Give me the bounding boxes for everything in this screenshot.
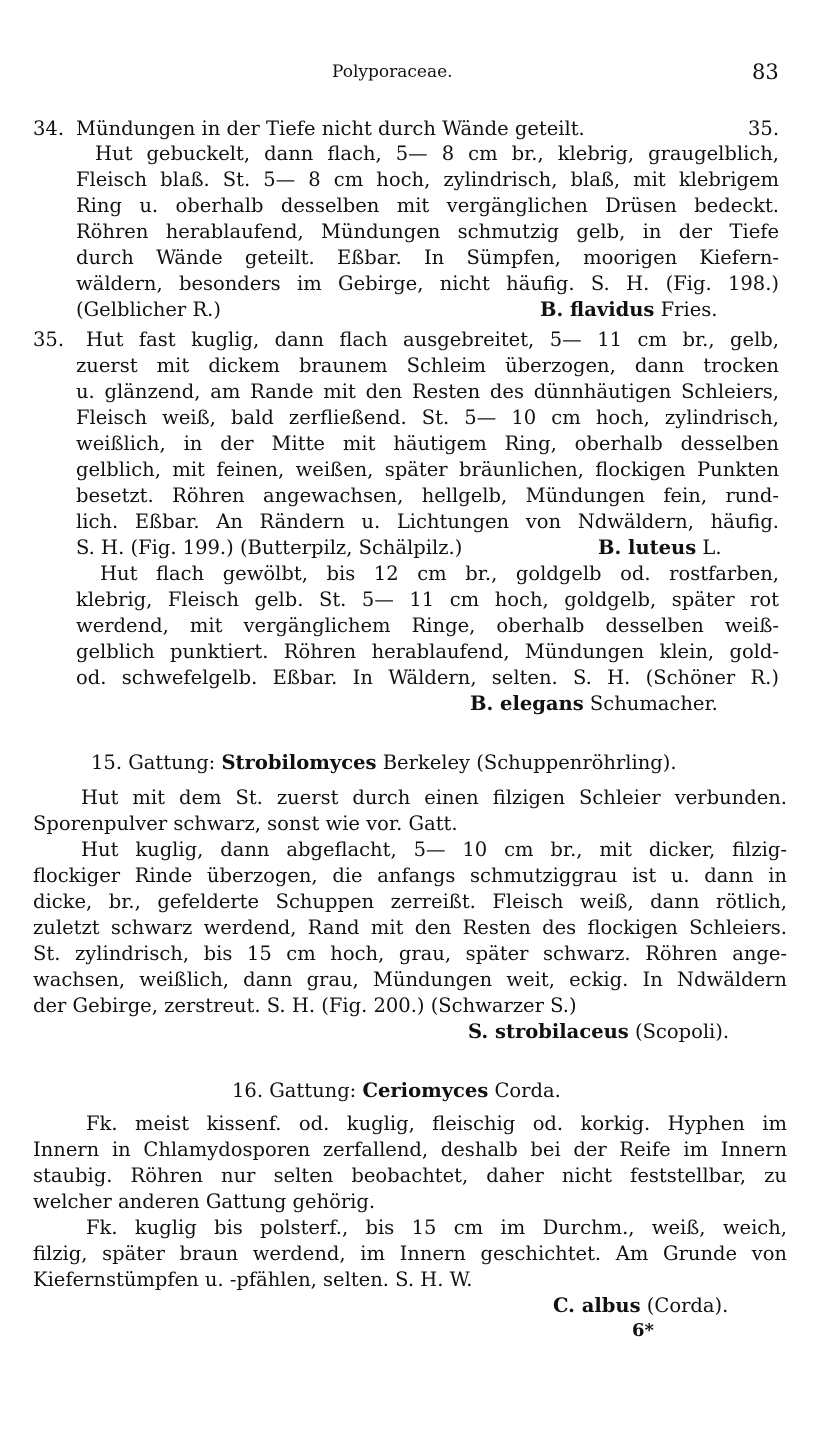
genus-suffix: Berkeley (Schuppenröhrling). [376,751,677,774]
text-line: lich. Eßbar. An Rändern u. Lichtungen von Ndwäldern, häufig. [76,510,779,533]
text-line: zuerst mit dickem braunem Schleim überzogen, dann trocken [76,354,779,377]
species-binomial: B. luteus [598,536,697,559]
text-line: Hut gebuckelt, dann flach, 5— 8 cm br., klebrig, graugelblich, [95,142,779,165]
genus-suffix: Corda. [488,1079,561,1102]
text-line: Fleisch weiß, bald zerfließend. St. 5— 10 cm hoch, zylindrisch, [76,406,779,429]
common-name: (Gelblicher R.) [76,298,221,321]
text-line: klebrig, Fleisch gelb. St. 5— 11 cm hoch, goldgelb, später rot [76,588,779,611]
genus-heading [91,750,677,775]
text-line: Sporenpulver schwarz, sonst wie vor. Gatt. [33,812,458,835]
species-author: (Corda). [646,1294,729,1317]
entry-34-first-line: Mündungen in der Tiefe nicht durch Wände geteilt. [76,117,585,140]
text-line: staubig. Röhren nur selten beobachtet, daher nicht feststellbar, zu [33,1164,787,1187]
text-line: Fleisch blaß. St. 5— 8 cm hoch, zylindrisch, blaß, mit klebrigem [76,168,779,191]
text-line: St. zylindrisch, bis 15 cm hoch, grau, später schwarz. Röhren ange- [33,942,787,965]
species-author: L. [702,536,722,559]
text-line: gelblich, mit feinen, weißen, später bräunlichen, flockigen Punkten [76,458,779,481]
text-line: Röhren herablaufend, Mündungen schmutzig gelb, in der Tiefe [76,220,779,243]
text-line: od. schwefelgelb. Eßbar. In Wäldern, selten. S. H. (Schöner R.) [76,666,779,689]
genus-name: Ceriomyces [362,1079,489,1102]
text-line: Fk. kuglig bis polsterf., bis 15 cm im Durchm., weiß, weich, [86,1216,787,1239]
genus-name: Strobilomyces [221,751,377,774]
species-name [540,297,717,322]
species-name [598,535,722,560]
genus-prefix: 15. Gattung: [91,751,222,774]
species-binomial: S. strobilaceus [468,1020,629,1043]
species-name [468,1019,729,1044]
signature-mark: 6* [632,1320,654,1341]
text-line: werdend, mit vergänglichem Ringe, oberhalb desselben weiß- [76,614,779,637]
page-number: 83 [752,60,779,84]
text-line: Hut mit dem St. zuerst durch einen filzigen Schleier verbunden. [81,786,787,809]
text-line: S. H. (Fig. 199.) (Butterpilz, Schälpilz.) [76,536,463,559]
text-line: zuletzt schwarz werdend, Rand mit den Resten des flockigen Schleiers. [33,916,787,939]
text-line: Hut flach gewölbt, bis 12 cm br., goldgelb od. rostfarben, [100,562,779,585]
text-line: flockiger Rinde überzogen, die anfangs schmutziggrau ist u. dann in [33,864,787,887]
text-line: wäldern, besonders im Gebirge, nicht häufig. S. H. (Fig. 198.) [76,272,779,295]
entry-35-number: 35. [33,328,65,351]
text-line: wachsen, weißlich, dann grau, Mündungen weit, eckig. In Ndwäldern [33,968,787,991]
text-line: Hut kuglig, dann abgeflacht, 5— 10 cm br., mit dicker, filzig- [81,838,787,861]
species-name [470,691,718,716]
species-binomial: C. albus [553,1294,641,1317]
running-header: Polyporaceae. [332,62,453,82]
text-line: Kiefernstümpfen u. -pfählen, selten. S. H. W. [33,1268,473,1291]
entry-34-number: 34. [33,117,65,140]
genus-prefix: 16. Gattung: [232,1079,363,1102]
text-line: besetzt. Röhren angewachsen, hellgelb, Mündungen fein, rund- [76,484,779,507]
text-line: Ring u. oberhalb desselben mit vergänglichen Drüsen bedeckt. [76,194,779,217]
text-line: dicke, br., gefelderte Schuppen zerreißt. Fleisch weiß, dann rötlich, [33,890,787,913]
text-line: der Gebirge, zerstreut. S. H. (Fig. 200.) (Schwarzer S.) [33,994,577,1017]
genus-heading [232,1078,561,1103]
text-line: u. glänzend, am Rande mit den Resten des dünnhäutigen Schleiers, [76,380,779,403]
entry-34-reference: 35. [748,117,780,140]
text-line: welcher anderen Gattung gehörig. [33,1190,376,1213]
species-author: Fries. [660,298,718,321]
text-line: Fk. meist kissenf. od. kuglig, fleischig od. korkig. Hyphen im [86,1112,787,1135]
text-line: gelblich punktiert. Röhren herablaufend, Mündungen klein, gold- [76,640,779,663]
text-line: durch Wände geteilt. Eßbar. In Sümpfen, moorigen Kiefern- [76,246,779,269]
species-binomial: B. flavidus [540,298,655,321]
entry-35-first-line: Hut fast kuglig, dann flach ausgebreitet, 5— 11 cm br., gelb, [86,328,779,351]
text-line: weißlich, in der Mitte mit häutigem Ring, oberhalb desselben [76,432,779,455]
species-binomial: B. elegans [470,692,584,715]
species-name [553,1293,728,1318]
text-line: filzig, später braun werdend, im Innern geschichtet. Am Grunde von [33,1242,787,1265]
species-author: Schumacher. [589,692,718,715]
species-author: (Scopoli). [634,1020,730,1043]
text-line: Innern in Chlamydosporen zerfallend, deshalb bei der Reife im Innern [33,1138,787,1161]
